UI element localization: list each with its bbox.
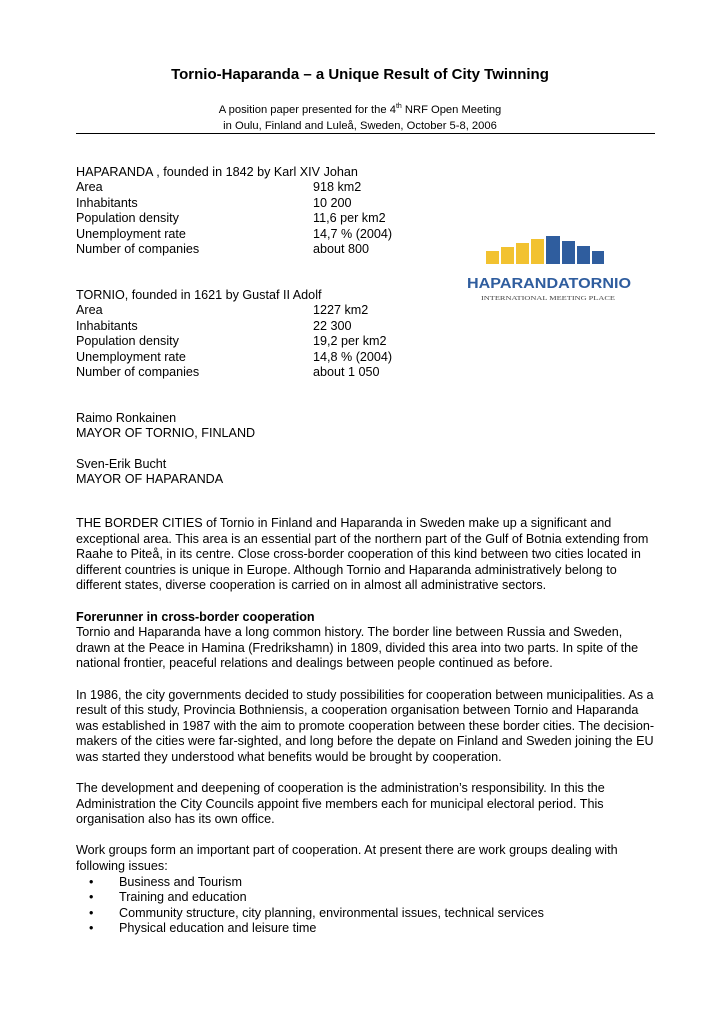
- signatory-name-2: Sven-Erik Bucht: [76, 457, 167, 471]
- bullet: •: [89, 874, 94, 889]
- stat-label: Unemployment rate: [76, 226, 186, 241]
- bullet: •: [89, 921, 94, 936]
- stat-label: Population density: [76, 211, 179, 225]
- stat-label: Inhabitants: [76, 318, 138, 333]
- haparanda-heading: HAPARANDA , founded in 1842 by Karl XIV Johan: [76, 165, 358, 179]
- stat-label: Number of companies: [76, 365, 200, 379]
- stat-label: Inhabitants: [76, 195, 138, 210]
- stat-value: 14,7 % (2004): [313, 226, 393, 241]
- paragraph: The development and deepening of cooperation is the administration’s responsibility. In this the Administration the City Councils appoint five members each for municipal electoral period. This organisation also has its own office.: [76, 781, 605, 827]
- logo-bar: [577, 246, 590, 264]
- stat-value: 22 300: [313, 318, 352, 333]
- haparanda-tornio-logo: [464, 233, 634, 305]
- subtitle-text: A position paper presented for the 4: [218, 104, 396, 116]
- body-text: [76, 516, 656, 937]
- list-item: [76, 890, 656, 906]
- document-title: Tornio-Haparanda – a Unique Result of City Twinning: [171, 66, 549, 83]
- stat-value: 14,8 % (2004): [313, 349, 393, 364]
- stat-value: 10 200: [313, 195, 352, 210]
- paragraph: Tornio and Haparanda have a long common history. The border line between Russia and Sweden, drawn at the Peace in Hamina (Fredrikshamn) in 1809, divided this area into two parts. In spite of the national frontier, peaceful relations and dealings between people continued as before.: [76, 625, 639, 671]
- bullet: •: [89, 905, 94, 920]
- stat-value: 19,2 per km2: [313, 334, 387, 348]
- list-item-text: Physical education and leisure time: [119, 921, 317, 936]
- logo-word-haparanda: HAPARANDA: [467, 275, 562, 292]
- logo-graphic: [464, 233, 634, 305]
- logo-bar: [546, 236, 560, 264]
- signatory-name-1: Raimo Ronkainen: [76, 411, 177, 425]
- svg-text:HAPARANDATORNIO: [467, 275, 631, 292]
- logo-bar: [562, 241, 575, 264]
- signatory-title-1: MAYOR OF TORNIO, FINLAND: [76, 426, 256, 440]
- work-group-list: [76, 875, 656, 937]
- stat-value: 918 km2: [313, 180, 362, 194]
- list-item: [76, 921, 656, 937]
- logo-bar: [531, 239, 544, 264]
- stat-label: Number of companies: [76, 242, 200, 256]
- tornio-heading: TORNIO, founded in 1621 by Gustaf II Adolf: [76, 288, 322, 302]
- section-heading: Forerunner in cross-border cooperation: [76, 609, 315, 624]
- logo-bar: [516, 243, 529, 264]
- stat-label: Area: [76, 303, 103, 317]
- paragraph: In 1986, the city governments decided to study possibilities for cooperation between municipalities. As a result of this study, Provincia Bothniensis, a cooperation organisation between Tornio and Haparanda was established in 1987 with the aim to promote cooperation between these border cities. The decision-makers of the cities were far-sighted, and long before the depate on Finland and Sweden joining the EU was started they understood what benefits would be brought by cooperation.: [76, 687, 655, 764]
- list-item-text: Training and education: [119, 890, 247, 905]
- list-item: [76, 906, 656, 922]
- list-item-text: Community structure, city planning, environmental issues, technical services: [119, 905, 544, 920]
- list-item-text: Business and Tourism: [119, 874, 242, 889]
- logo-bar: [486, 251, 499, 264]
- stat-value: 11,6 per km2: [313, 211, 386, 225]
- stat-label: Area: [76, 180, 103, 194]
- stat-label: Population density: [76, 334, 179, 348]
- stat-value: 1227 km2: [313, 303, 369, 317]
- list-item: [76, 875, 656, 891]
- signatory-title-2: MAYOR OF HAPARANDA: [76, 472, 224, 486]
- bullet: •: [89, 890, 94, 905]
- paragraph: Work groups form an important part of cooperation. At present there are work groups dealing with following issues:: [76, 843, 618, 874]
- stat-value: about 1 050: [313, 365, 380, 379]
- subtitle-superscript: th: [395, 103, 402, 110]
- logo-bar: [501, 247, 514, 264]
- stat-value: about 800: [313, 242, 370, 256]
- logo-word-tornio: TORNIO: [568, 275, 627, 292]
- subtitle-line-1: [0, 104, 720, 116]
- logo-tagline: INTERNATIONAL MEETING PLACE: [481, 295, 616, 302]
- logo-bar: [592, 251, 604, 264]
- subtitle-text-end: NRF Open Meeting: [401, 104, 502, 116]
- stat-label: Unemployment rate: [76, 349, 186, 364]
- paragraph: THE BORDER CITIES of Tornio in Finland and Haparanda in Sweden make up a significant and exceptional area. This area is an essential part of the northern part of the Gulf of Botnia extending from Raahe to Piteå, in its centre. Close cross-border cooperation of this kind between two cities located in different countries is unique in Europe. Although Tornio and Haparanda administratively belong to different states, diverse cooperation is carried on in almost all administrative sectors.: [76, 516, 649, 593]
- subtitle-line-2: in Oulu, Finland and Luleå, Sweden, October 5-8, 2006: [223, 120, 497, 132]
- header-divider: [76, 133, 655, 134]
